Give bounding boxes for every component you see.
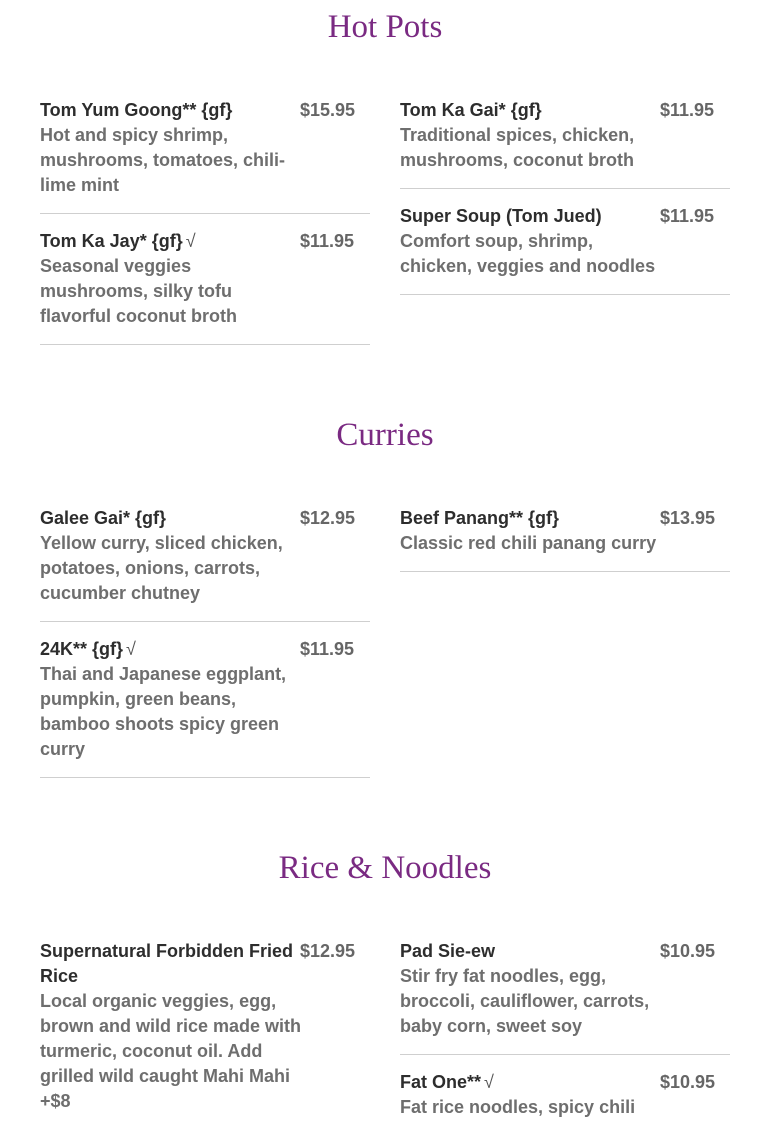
item-name: Tom Ka Jay* {gf} xyxy=(40,231,183,251)
item-name-wrap xyxy=(400,1070,660,1095)
section-title-hot-pots: Hot Pots xyxy=(327,9,443,45)
menu-item-forbidden-fried-rice xyxy=(40,939,370,1129)
item-description: Fat rice noodles, spicy chili xyxy=(400,1097,636,1117)
item-name: Fat One** xyxy=(400,1072,482,1092)
item-description: Traditional spices, chicken, mushrooms, coconut broth xyxy=(400,125,635,170)
section-title-rice-noodles: Rice & Noodles xyxy=(278,850,492,886)
item-price: $12.95 xyxy=(300,941,356,961)
item-price: $10.95 xyxy=(660,1072,716,1092)
item-name: Galee Gai* {gf} xyxy=(40,508,167,528)
item-price: $15.95 xyxy=(300,100,356,120)
item-description: Comfort soup, shrimp, chicken, veggies and noodles xyxy=(400,231,656,276)
item-name: Pad Sie-ew xyxy=(400,941,496,961)
item-name: Beef Panang** {gf} xyxy=(400,508,560,528)
vegetarian-mark: √ xyxy=(185,231,196,251)
item-description: Local organic veggies, egg, brown and wild rice made with turmeric, coconut oil. Add grilled wild caught Mahi Mahi +$8 xyxy=(40,991,302,1111)
menu-item-24k xyxy=(40,637,370,778)
item-description: Yellow curry, sliced chicken, potatoes, onions, carrots, cucumber chutney xyxy=(40,533,283,603)
item-name-wrap xyxy=(40,229,300,254)
vegetarian-mark: √ xyxy=(126,639,136,659)
menu-item-super-soup xyxy=(400,204,730,295)
item-name: Tom Yum Goong** {gf} xyxy=(40,100,233,120)
item-price: $12.95 xyxy=(300,508,356,528)
item-name: Tom Ka Gai* {gf} xyxy=(400,100,542,120)
section-title-curries: Curries xyxy=(336,417,434,453)
item-name: 24K** {gf} xyxy=(40,639,124,659)
item-price: $10.95 xyxy=(660,941,716,961)
menu-item-tom-yum-goong xyxy=(40,98,370,214)
menu-item-pad-sie-ew xyxy=(400,939,730,1055)
item-price: $11.95 xyxy=(300,639,355,659)
menu-item-beef-panang xyxy=(400,506,730,572)
item-description: Thai and Japanese eggplant, pumpkin, green beans, bamboo shoots spicy green curry xyxy=(40,664,287,759)
menu-item-galee-gai xyxy=(40,506,370,622)
item-price: $13.95 xyxy=(660,508,716,528)
item-name: Super Soup (Tom Jued) xyxy=(400,206,602,226)
item-price: $11.95 xyxy=(300,231,355,251)
item-description: Seasonal veggies mushrooms, silky tofu flavorful coconut broth xyxy=(40,256,237,326)
item-description: Classic red chili panang curry xyxy=(400,533,657,553)
item-price: $11.95 xyxy=(660,206,715,226)
item-description: Hot and spicy shrimp, mushrooms, tomatoes, chili-lime mint xyxy=(40,125,286,195)
item-name-wrap xyxy=(40,637,300,662)
menu-item-fat-one xyxy=(400,1070,730,1135)
vegetarian-mark: √ xyxy=(484,1072,494,1092)
menu-item-tom-ka-gai xyxy=(400,98,730,189)
item-price: $11.95 xyxy=(660,100,715,120)
item-description: Stir fry fat noodles, egg, broccoli, cauliflower, carrots, baby corn, sweet soy xyxy=(400,966,650,1036)
item-name: Supernatural Forbidden Fried Rice xyxy=(40,941,294,986)
menu-item-tom-ka-jay xyxy=(40,229,370,345)
